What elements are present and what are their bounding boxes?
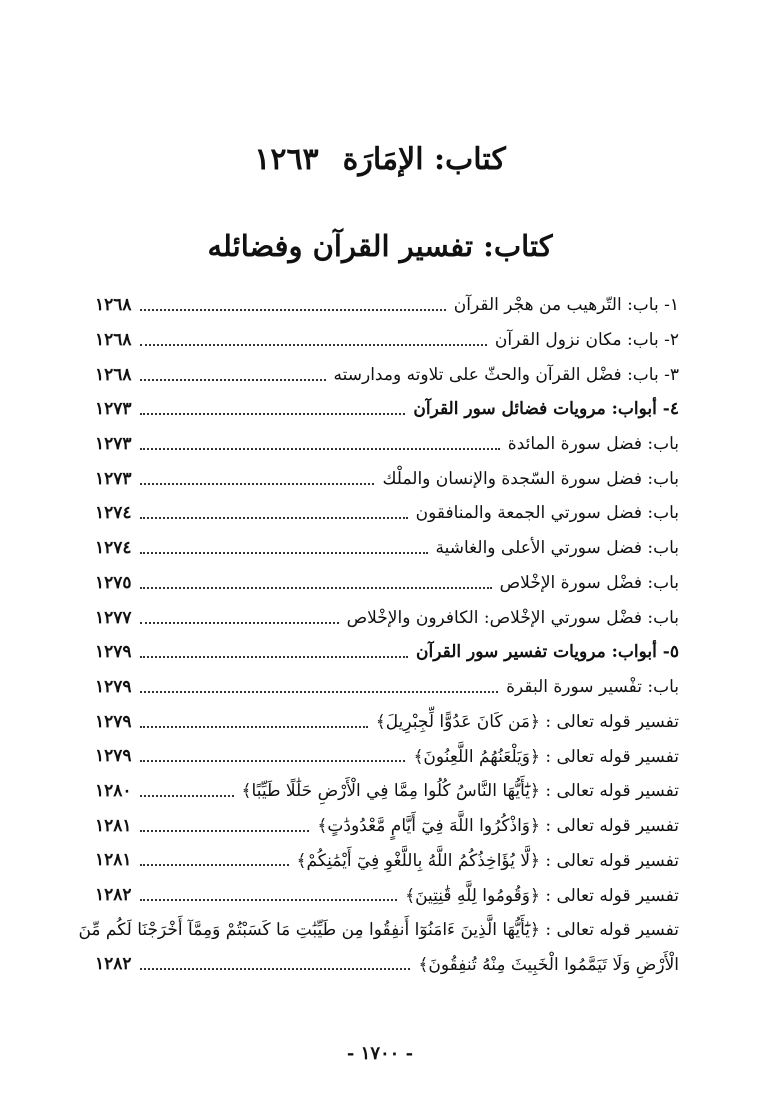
toc-list	[78, 288, 679, 982]
toc-entry-title: تفسير قوله تعالى : ﴿لَّا يُؤَاخِذُكُمُ اللَّهُ بِاللَّغْوِ فِيٓ أَيْمَٰنِكُمْ﴾	[296, 850, 679, 871]
toc-entry[interactable]	[95, 878, 679, 913]
leader-dots	[140, 413, 406, 415]
toc-entry-page: ١٢٧٤	[95, 538, 132, 559]
toc-entry-page: ١٢٨١	[95, 850, 132, 871]
toc-entry-page: ١٢٨٢	[95, 954, 132, 975]
toc-entry[interactable]	[95, 461, 679, 496]
toc-entry-title: باب: فضل سورة السّجدة والإنسان والملْك	[382, 468, 679, 489]
leader-dots	[140, 517, 408, 519]
toc-entry-page: ١٢٦٨	[95, 364, 132, 385]
page-number: - ١٧٠٠ -	[346, 1043, 414, 1064]
toc-entry[interactable]	[95, 427, 679, 462]
toc-entry-title: ٤- أبواب: مرويات فضائل سور القرآن	[413, 399, 679, 420]
leader-dots	[140, 483, 375, 485]
toc-entry-title: باب: فضل سورة المائدة	[507, 434, 679, 455]
book-title: كتاب: تفسير القرآن وفضائله	[207, 229, 553, 263]
toc-entry[interactable]	[95, 704, 679, 739]
toc-entry-page: ١٢٧٩	[95, 642, 132, 663]
leader-dots	[140, 656, 408, 658]
previous-book-page: ١٢٦٣	[254, 142, 319, 177]
toc-entry[interactable]	[95, 392, 679, 427]
toc-entry-title: ٥- أبواب: مرويات تفسير سور القرآن	[416, 642, 679, 663]
toc-entry-title: الْأَرْضِ وَلَا تَيَمَّمُوا الْخَبِيثَ مِنْهُ تُنفِقُونَ﴾	[418, 954, 679, 975]
leader-dots	[140, 379, 326, 381]
toc-entry[interactable]	[95, 774, 679, 809]
toc-entry-title: تفسير قوله تعالى : ﴿وَيَلْعَنُهُمُ اللَّعِنُونَ﴾	[413, 746, 679, 767]
toc-entry[interactable]	[95, 600, 679, 635]
toc-entry-page: ١٢٧٧	[95, 607, 132, 628]
toc-entry-page: ١٢٧٩	[95, 746, 132, 767]
toc-entry-title: باب: فضل سورتي الجمعة والمنافقون	[415, 503, 679, 524]
toc-entry[interactable]	[95, 531, 679, 566]
toc-entry-title: باب: فضْل سورة الإخْلاص	[499, 572, 679, 593]
toc-entry-page: ١٢٧٤	[95, 503, 132, 524]
toc-entry-title: تفسير قوله تعالى : ﴿يَٰٓأَيُّهَا النَّاسُ كُلُوا مِمَّا فِي الْأَرْضِ حَلَٰلًا طَيِّبًا﴾	[241, 781, 679, 802]
toc-entry-title: تفسير قوله تعالى : ﴿وَاذْكُرُوا اللَّهَ فِيٓ أَيَّامٍ مَّعْدُودَٰتٍ﴾	[317, 816, 679, 837]
toc-entry-page: ١٢٧٣	[95, 468, 132, 489]
toc-entry-page: ١٢٨٠	[95, 780, 132, 801]
toc-entry-title: تفسير قوله تعالى : ﴿مَن كَانَ عَدُوًّا لِّجِبْرِيلَ﴾	[375, 712, 679, 733]
toc-entry-page: ١٢٧٩	[95, 676, 132, 697]
leader-dots	[140, 309, 446, 311]
toc-entry-title: باب: تفْسير سورة البقرة	[506, 676, 679, 697]
toc-entry-title: تفسير قوله تعالى : ﴿وَقُومُوا لِلَّهِ قَٰنِتِينَ﴾	[405, 885, 679, 906]
toc-entry[interactable]	[95, 357, 679, 392]
toc-entry-page: ١٢٦٨	[95, 330, 132, 351]
previous-book-heading	[0, 140, 760, 180]
toc-entry[interactable]	[95, 288, 679, 323]
toc-entry[interactable]	[95, 566, 679, 601]
leader-dots	[140, 344, 487, 346]
toc-entry-page: ١٢٦٨	[95, 295, 132, 316]
toc-entry-page: ١٢٧٥	[95, 572, 132, 593]
toc-entry-page: ١٢٧٩	[95, 711, 132, 732]
toc-entry-page: ١٢٧٣	[95, 434, 132, 455]
leader-dots	[140, 726, 368, 728]
toc-entry-title: ١- باب: التّرهيب من هجْر القرآن	[453, 295, 679, 316]
leader-dots	[140, 448, 500, 450]
toc-entry-page: ١٢٨٢	[95, 885, 132, 906]
leader-dots	[140, 760, 406, 762]
toc-entry[interactable]	[95, 739, 679, 774]
leader-dots	[140, 968, 411, 970]
toc-entry-title: تفسير قوله تعالى : ﴿يَٰٓأَيُّهَا الَّذِينَ ءَامَنُوٓا أَنفِقُوا مِن طَيِّبَٰتِ مَا كَسَبْتُمْ وَمِمَّآ أَخْرَجْنَا لَكُم مِّنَ	[78, 920, 679, 941]
toc-entry-page: ١٢٨١	[95, 815, 132, 836]
toc-entry[interactable]	[95, 323, 679, 358]
toc-entry-page: ١٢٧٣	[95, 399, 132, 420]
toc-entry[interactable]	[95, 843, 679, 878]
toc-entry[interactable]	[95, 496, 679, 531]
leader-dots	[140, 552, 428, 554]
leader-dots	[140, 795, 234, 797]
toc-entry-title: ٢- باب: مكان نزول القرآن	[494, 330, 679, 351]
toc-entry-title: ٣- باب: فضْل القرآن والحثّ على تلاوته ومدارسته	[333, 364, 679, 385]
toc-entry[interactable]	[95, 808, 679, 843]
leader-dots	[140, 830, 310, 832]
toc-entry-title: باب: فضْل سورتي الإخْلاص: الكافرون والإخْلاص	[346, 607, 679, 628]
toc-entry-last-line1[interactable]	[78, 912, 679, 947]
previous-book-title: كتاب: الإمَارَة	[342, 142, 506, 177]
leader-dots	[140, 691, 499, 693]
leader-dots	[140, 864, 289, 866]
toc-entry-last-line2[interactable]	[95, 947, 679, 982]
toc-entry[interactable]	[95, 670, 679, 705]
leader-dots	[140, 622, 339, 624]
toc-entry[interactable]	[95, 635, 679, 670]
toc-entry-title: باب: فضل سورتي الأعلى والغاشية	[435, 538, 679, 559]
leader-dots	[140, 587, 492, 589]
leader-dots	[140, 899, 398, 901]
